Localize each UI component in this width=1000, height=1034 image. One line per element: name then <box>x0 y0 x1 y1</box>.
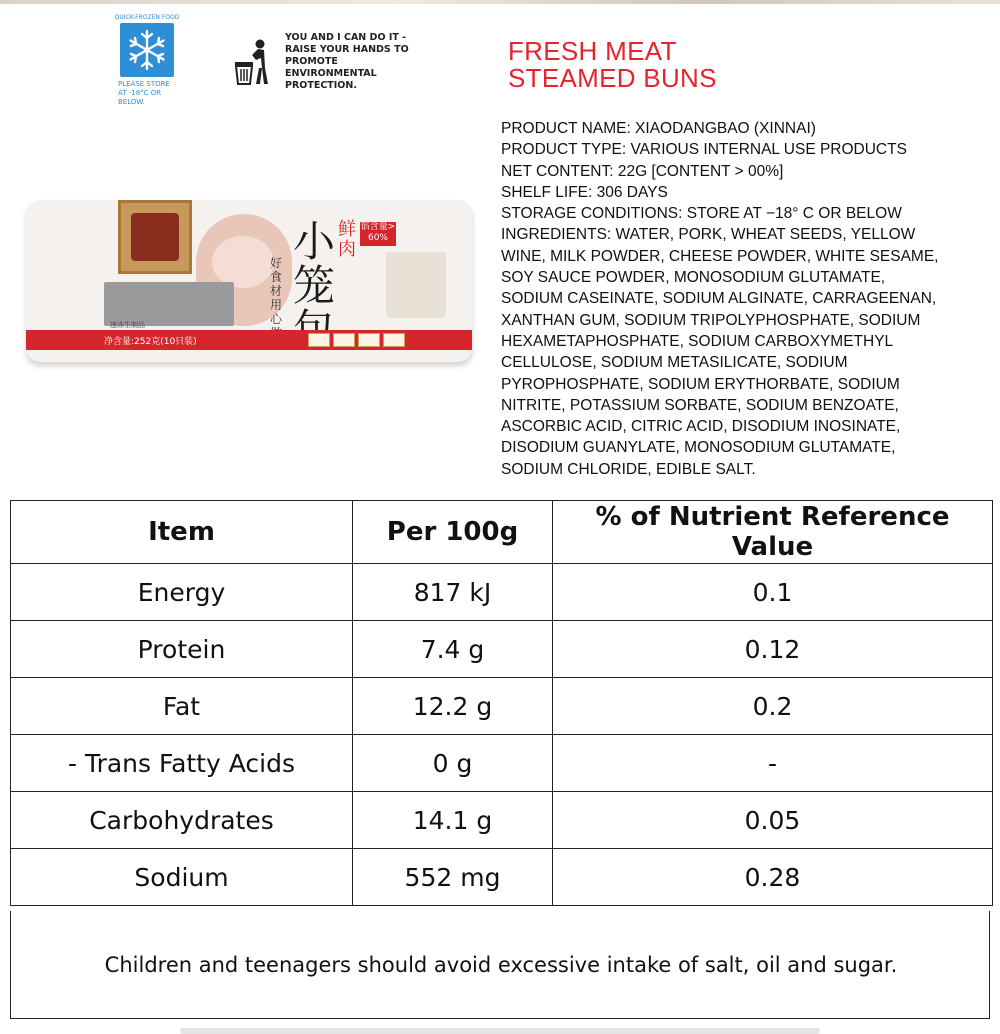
nutrition-note: Children and teenagers should avoid excessive intake of salt, oil and sugar. <box>104 953 898 977</box>
frozen-caption: QUICK-FROZEN FOOD <box>114 14 180 21</box>
info-line: INGREDIENTS: WATER, PORK, WHEAT SEEDS, YELLOW <box>501 226 916 244</box>
info-line: STORAGE CONDITIONS: STORE AT −18° C OR BELOW <box>501 205 902 223</box>
cell-nrv: - <box>553 735 993 792</box>
package-illustration <box>386 252 446 318</box>
cell-per100g: 12.2 g <box>353 678 553 735</box>
table-row <box>11 678 993 735</box>
package-net-content: 净含量:252克(10只装) <box>104 337 197 347</box>
table-row <box>11 735 993 792</box>
info-line: HEXAMETAPHOSPHATE, SODIUM CARBOXYMETHYL <box>501 332 894 350</box>
info-line: ASCORBIC ACID, CITRIC ACID, DISODIUM INOSINATE, <box>501 418 901 436</box>
frozen-food-badge <box>114 14 180 107</box>
cell-item: Carbohydrates <box>11 792 353 849</box>
package-brand-frame <box>118 200 192 274</box>
table-row <box>11 849 993 906</box>
frozen-store-text: PLEASE STORE AT -18°C OR BELOW. <box>118 80 170 106</box>
recycle-text: YOU AND I CAN DO IT - RAISE YOUR HANDS TO PROMOTE ENVIRONMENTAL PROTECTION. <box>285 32 409 91</box>
product-info <box>501 118 981 480</box>
info-line: SODIUM CASEINATE, SODIUM ALGINATE, CARRAGEENAN, <box>501 290 937 308</box>
nutrition-note-box <box>10 911 990 1019</box>
nutrition-table <box>10 500 993 906</box>
cell-per100g: 7.4 g <box>353 621 553 678</box>
table-header-row <box>11 501 993 564</box>
cell-item: Protein <box>11 621 353 678</box>
bottom-decor-strip <box>180 1028 820 1034</box>
top-decor-strip <box>0 0 1000 4</box>
info-line: DISODIUM GUANYLATE, MONOSODIUM GLUTAMATE, <box>501 439 896 457</box>
package-slogan: 好食材 用心 <box>270 256 283 326</box>
header-per100g: Per 100g <box>353 501 553 564</box>
cell-item: Sodium <box>11 849 353 906</box>
header-item: Item <box>11 501 353 564</box>
cell-per100g: 14.1 g <box>353 792 553 849</box>
package-content-tag: 馅含量> 60% <box>360 222 396 246</box>
package-meat: 鲜肉 <box>338 219 356 260</box>
header-nrv: % of Nutrient Reference Value <box>553 501 993 564</box>
product-package-image <box>20 200 480 370</box>
package-chips <box>308 333 405 347</box>
table-row <box>11 564 993 621</box>
info-line: CELLULOSE, SODIUM METASILICATE, SODIUM <box>501 354 848 372</box>
info-line: XANTHAN GUM, SODIUM TRIPOLYPHOSPHATE, SODIUM <box>501 311 921 329</box>
cell-nrv: 0.28 <box>553 849 993 906</box>
info-line: PRODUCT TYPE: VARIOUS INTERNAL USE PRODUCTS <box>501 141 907 159</box>
package-name: 小笼 <box>292 217 335 310</box>
package-bun <box>212 236 274 288</box>
info-line: NET CONTENT: 22G [CONTENT > 00%] <box>501 162 784 180</box>
cell-item: - Trans Fatty Acids <box>11 735 353 792</box>
table-row <box>11 792 993 849</box>
package-red-band <box>26 330 472 350</box>
info-line: SOY SAUCE POWDER, MONOSODIUM GLUTAMATE, <box>501 269 886 287</box>
info-line: SHELF LIFE: 306 DAYS <box>501 183 668 201</box>
cell-nrv: 0.2 <box>553 678 993 735</box>
cell-per100g: 0 g <box>353 735 553 792</box>
snowflake-icon <box>120 23 174 77</box>
info-line: PYROPHOSPHATE, SODIUM ERYTHORBATE, SODIUM <box>501 375 900 393</box>
info-line: NITRITE, POTASSIUM SORBATE, SODIUM BENZOATE, <box>501 396 899 414</box>
table-row <box>11 621 993 678</box>
trash-recycle-icon <box>232 38 274 88</box>
cell-item: Fat <box>11 678 353 735</box>
info-line: PRODUCT NAME: XIAODANGBAO (XINNAI) <box>501 120 816 137</box>
cell-per100g: 552 mg <box>353 849 553 906</box>
cell-nrv: 0.05 <box>553 792 993 849</box>
info-line: SODIUM CHLORIDE, EDIBLE SALT. <box>501 460 756 478</box>
package-body <box>26 200 472 362</box>
cell-per100g: 817 kJ <box>353 564 553 621</box>
package-frozen-label: 速冻生制品 <box>110 321 145 329</box>
product-title: FRESH MEAT STEAMED BUNS <box>508 36 717 93</box>
cell-nrv: 0.1 <box>553 564 993 621</box>
cell-item: Energy <box>11 564 353 621</box>
info-line: WINE, MILK POWDER, CHEESE POWDER, WHITE SESAME, <box>501 247 939 265</box>
cell-nrv: 0.12 <box>553 621 993 678</box>
